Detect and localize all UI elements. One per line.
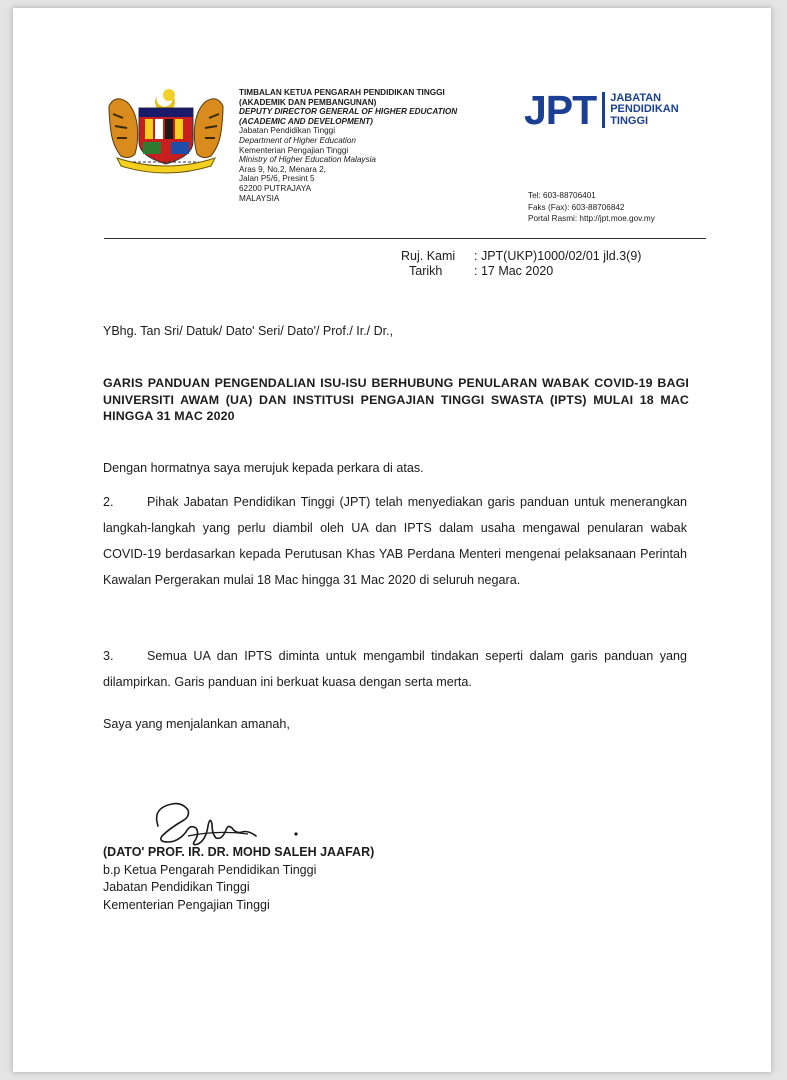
address-line: Department of Higher Education xyxy=(239,135,356,145)
closing-line: Saya yang menjalankan amanah, xyxy=(103,717,290,731)
jpt-logo xyxy=(524,87,679,133)
contact-details xyxy=(528,190,655,225)
signatory-title: b.p Ketua Pengarah Pendidikan Tinggi xyxy=(103,862,317,877)
jpt-logo-word: TINGGI xyxy=(610,114,649,127)
signatory-department: Jabatan Pendidikan Tinggi xyxy=(103,880,250,894)
sender-subtitle-english: (ACADEMIC AND DEVELOPMENT) xyxy=(239,116,373,126)
signatory-block xyxy=(103,844,374,914)
address-line: Jalan P5/6, Presint 5 xyxy=(239,174,315,184)
jpt-logo-letters: JPT xyxy=(524,87,597,133)
sender-title-english: DEPUTY DIRECTOR GENERAL OF HIGHER EDUCATION xyxy=(239,107,458,117)
reference-label: Ruj. Kami xyxy=(401,249,456,263)
address-line: 62200 PUTRAJAYA xyxy=(239,183,312,193)
reference-number: : JPT(UKP)1000/02/01 jld.3(9) xyxy=(474,249,642,263)
jpt-logo-word: PENDIDIKAN xyxy=(610,103,679,116)
address-line: Kementerian Pengajian Tinggi xyxy=(239,145,349,155)
signatory-ministry: Kementerian Pengajian Tinggi xyxy=(103,897,270,912)
sender-subtitle-malay: (AKADEMIK DAN PEMBANGUNAN) xyxy=(239,97,377,107)
paragraph-number: 2. xyxy=(103,495,114,509)
signatory-name: (DATO' PROF. IR. DR. MOHD SALEH JAAFAR) xyxy=(103,845,375,859)
letter-subject: GARIS PANDUAN PENGENDALIAN ISU-ISU BERHUBUNG PENULARAN WABAK COVID-19 BAGI UNIVERSITI AWAM (UA) DAN INSTITUSI PENGAJIAN TINGGI SWASTA (IPTS) MULAI 18 MAC HINGGA 31 MAC 2020 xyxy=(103,376,689,423)
malaysia-coat-of-arms-logo xyxy=(103,86,229,178)
salutation: YBhg. Tan Sri/ Datuk/ Dato' Seri/ Dato'/ Prof./ Ir./ Dr., xyxy=(103,324,394,338)
sender-header xyxy=(239,88,529,203)
date-label: Tarikh xyxy=(409,264,443,278)
telephone: Tel: 603-88706401 xyxy=(528,191,596,200)
date-value: : 17 Mac 2020 xyxy=(474,264,554,278)
paragraph-3-text: Semua UA dan IPTS diminta untuk mengambil tindakan seperti dalam garis panduan yang dilampirkan. Garis panduan ini berkuat kuasa dengan serta merta. xyxy=(103,649,687,689)
handwritten-signature xyxy=(150,796,310,846)
jpt-logo-word: JABATAN xyxy=(610,91,662,104)
paragraph-1: Dengan hormatnya saya merujuk kepada perkara di atas. xyxy=(103,461,424,475)
jpt-logo-words xyxy=(610,93,678,128)
header-divider xyxy=(104,238,706,239)
address-line: Aras 9, No.2, Menara 2, xyxy=(239,164,326,174)
sender-title-malay: TIMBALAN KETUA PENGARAH PENDIDIKAN TINGGI xyxy=(239,88,445,97)
address-line: Jabatan Pendidikan Tinggi xyxy=(239,126,336,136)
fax: Faks (Fax): 603-88706842 xyxy=(528,202,625,212)
address-line: MALAYSIA xyxy=(239,193,280,203)
jpt-logo-divider xyxy=(602,92,605,128)
address-line: Ministry of Higher Education Malaysia xyxy=(239,155,376,165)
paragraph-3 xyxy=(103,643,687,695)
paragraph-2 xyxy=(103,489,687,593)
paragraph-number: 3. xyxy=(103,649,114,663)
portal-url: Portal Rasmi: http://jpt.moe.gov.my xyxy=(528,214,655,224)
paragraph-2-text: Pihak Jabatan Pendidikan Tinggi (JPT) telah menyediakan garis panduan untuk menerangkan langkah-langkah yang perlu diambil oleh UA dan IPTS dalam usaha mengawal penularan wabak COVID-19 berdasarkan kepada Perutusan Khas YAB Perdana Menteri mengenai pelaksanaan Perintah Kawalan Pergerakan mulai 18 Mac hingga 31 Mac 2020 di seluruh negara. xyxy=(103,495,687,587)
